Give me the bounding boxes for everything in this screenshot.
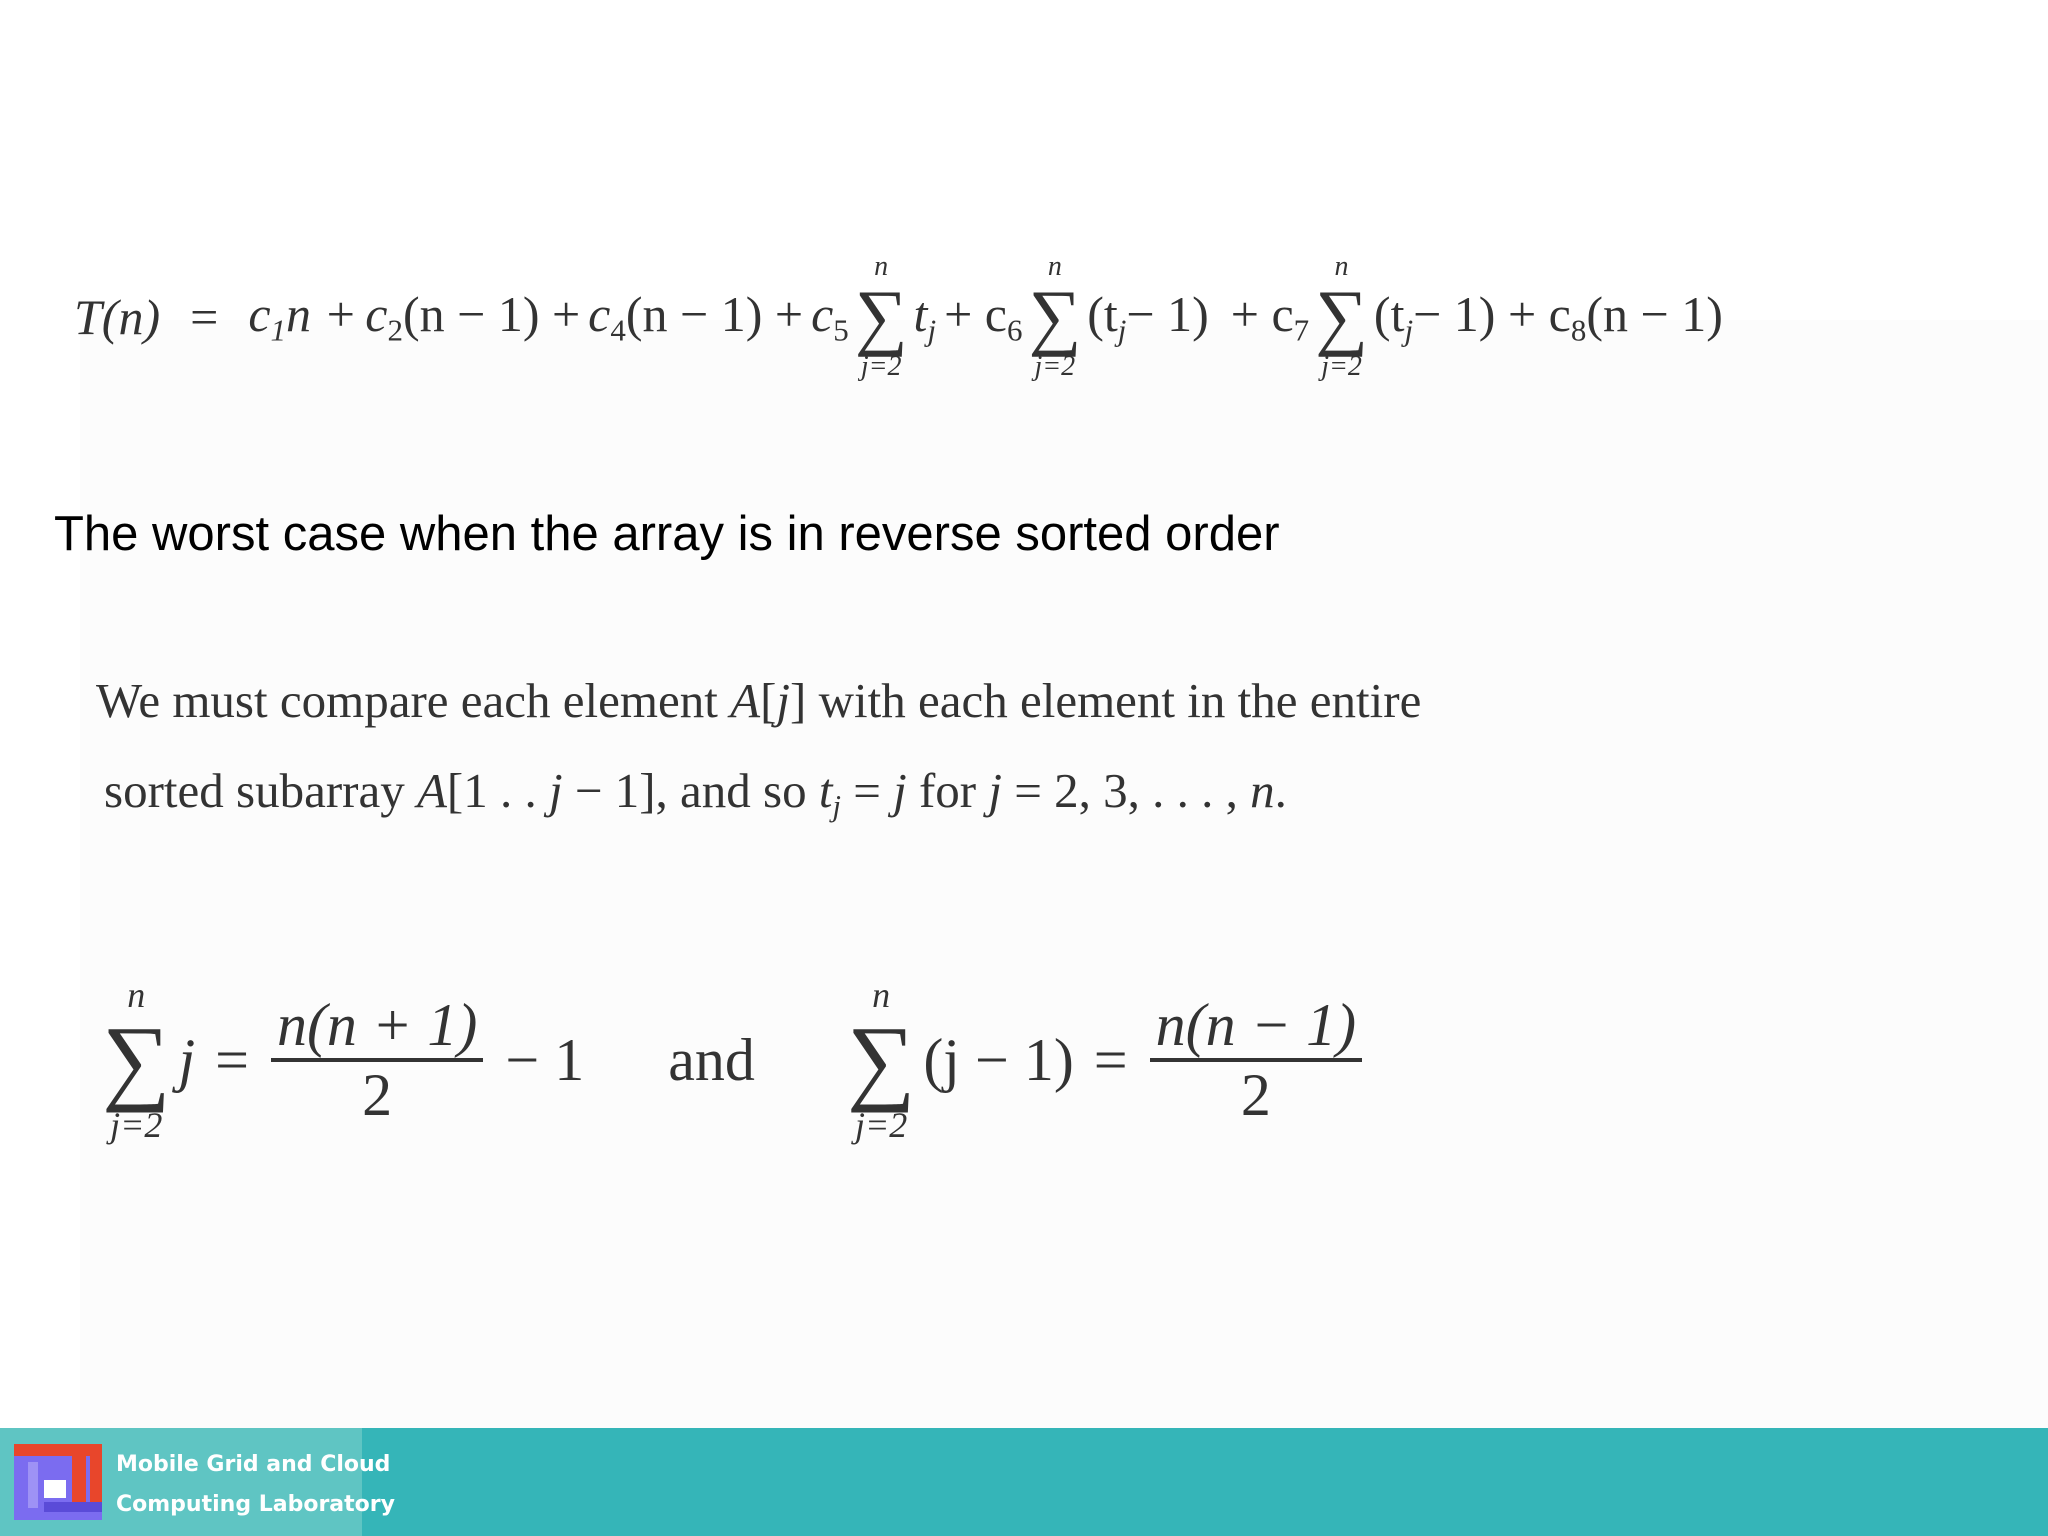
left-body: j [178, 1026, 196, 1093]
right-equals: = [1093, 1026, 1128, 1093]
summation-3: n ∑ j=2 [1315, 251, 1368, 382]
eq-c6: + $c_6$ [944, 286, 1023, 348]
summation-left: n ∑ j=2 [102, 975, 171, 1145]
summation-2: n ∑ j=2 [1028, 251, 1082, 382]
summation-1: n ∑ j=2 [854, 251, 908, 382]
paragraph-line-2: sorted subarray A[1 . . j − 1], and so $t_j = j$ for j = 2, 3, . . . , n. [104, 763, 1287, 824]
worst-case-heading: The worst case when the array is in reverse sorted order [54, 507, 1280, 561]
cost-equation [70, 232, 1727, 402]
eq-lhs: T(n) [74, 289, 161, 345]
eq-c2: $c_2(n - 1)$ + [365, 286, 581, 348]
fraction-left: $\frac{n(n + 1)}{2}$ [271, 992, 483, 1128]
lab-logo-icon [14, 1444, 102, 1520]
eq-equals: = [190, 289, 219, 345]
eq-c7: + $c_7$ [1230, 286, 1310, 348]
fraction-right: $\frac{n(n - 1)}{2}$ [1150, 992, 1362, 1128]
slide-background [80, 320, 2048, 1428]
left-tail: − 1 [505, 1026, 585, 1093]
eq-c1: $c_1n$ + [248, 286, 358, 348]
and-text: and [668, 1026, 755, 1093]
sum1-body: $t_j$ [913, 286, 937, 348]
right-body: (j − 1) [923, 1026, 1074, 1093]
eq-c5: $c_5$ [811, 286, 849, 348]
lab-logo-area [0, 1428, 395, 1536]
lab-name-line-1: Mobile Grid and Cloud [116, 1452, 391, 1477]
left-equals: = [215, 1026, 249, 1093]
sum2-body: $(t_j- 1)$ [1087, 286, 1209, 348]
summation-formulas [100, 960, 1384, 1160]
paragraph-line-1: We must compare each element A[j] with each element in the entire [96, 673, 1422, 728]
lab-name-line-2: Computing Laboratory [116, 1492, 395, 1517]
eq-c4: $c_4(n - 1)$ + [588, 286, 804, 348]
summation-right: n ∑ j=2 [846, 975, 916, 1145]
footer-bar [0, 1428, 2048, 1536]
sum3-body: $(t_j- 1) + c_8(n - 1)$ [1373, 286, 1723, 348]
